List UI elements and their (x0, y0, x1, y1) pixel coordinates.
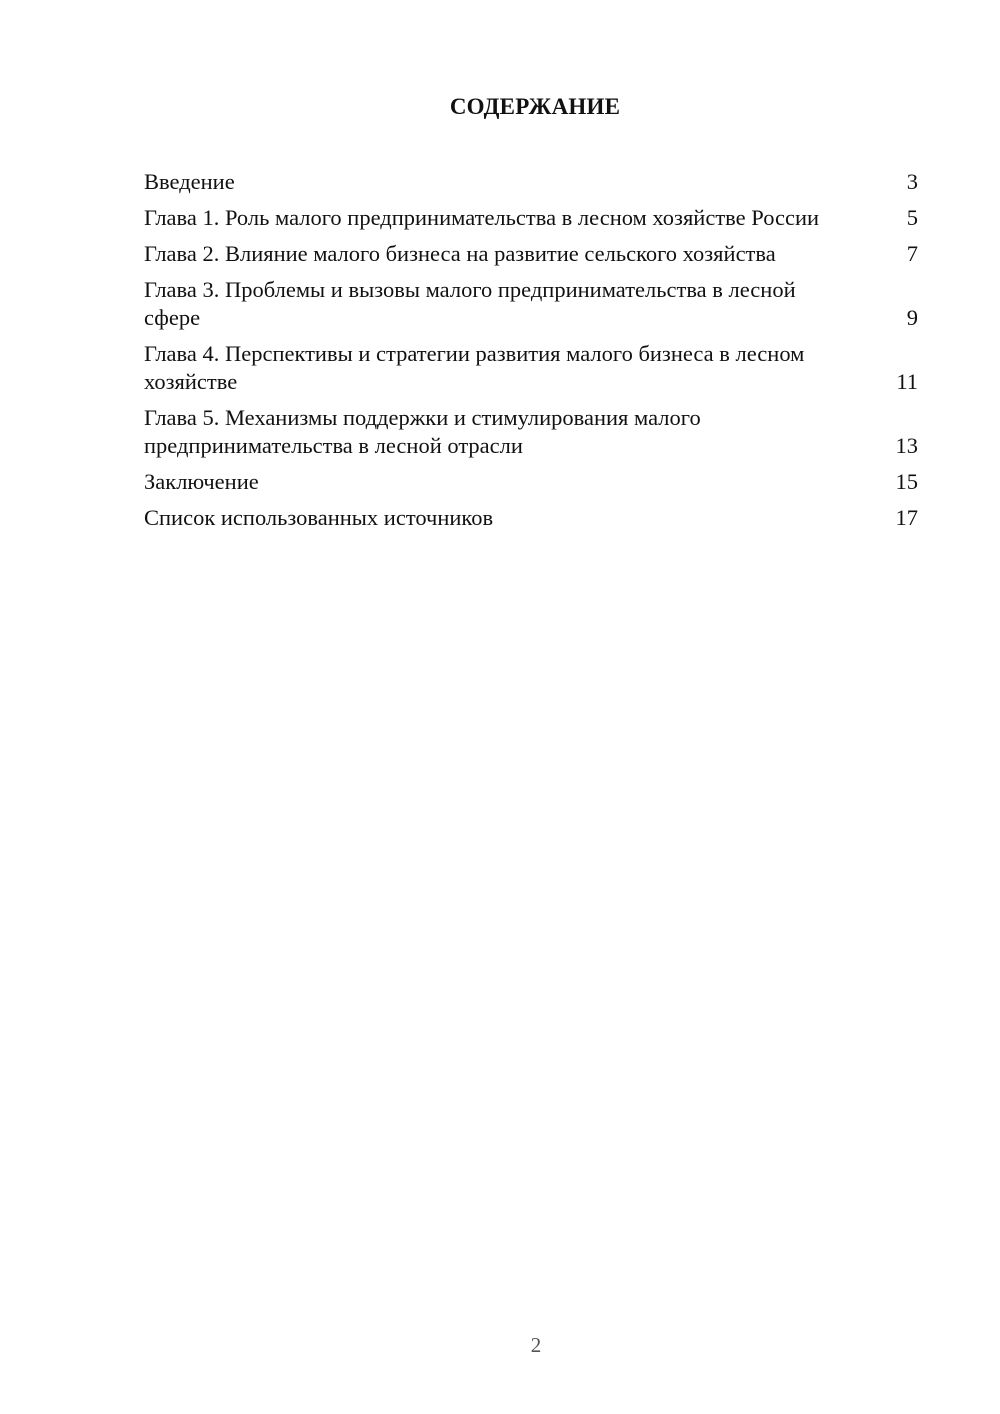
table-of-contents (144, 168, 918, 540)
toc-entry-introduction (144, 168, 918, 196)
toc-entry-text: Список использованных источников (144, 505, 494, 530)
toc-entry-chapter-4 (144, 340, 918, 396)
toc-entry-page: 15 (895, 469, 918, 494)
toc-entry-page: 7 (906, 241, 918, 266)
toc-entry-page: 13 (895, 433, 918, 458)
page-title: СОДЕРЖАНИЕ (449, 94, 621, 119)
toc-entry-chapter-1 (144, 204, 918, 232)
toc-entry-text: Глава 5. Механизмы поддержки и стимулирования малого предпринимательства в лесной отрасли (144, 405, 701, 458)
toc-entry-chapter-5 (144, 404, 918, 460)
toc-entry-text: Глава 2. Влияние малого бизнеса на развитие сельского хозяйства (144, 241, 776, 266)
toc-entry-text: Заключение (144, 469, 259, 494)
toc-entry-references (144, 504, 918, 532)
toc-entry-page: 9 (906, 305, 918, 330)
toc-entry-text: Глава 3. Проблемы и вызовы малого предпринимательства в лесной сфере (144, 277, 796, 330)
toc-entry-chapter-2 (144, 240, 918, 268)
toc-entry-page: 3 (906, 169, 918, 194)
toc-entry-page: 5 (906, 205, 918, 230)
toc-entry-conclusion (144, 468, 918, 496)
page-number: 2 (530, 1333, 542, 1357)
toc-entry-text: Глава 1. Роль малого предпринимательства в лесном хозяйстве России (144, 205, 820, 230)
toc-entry-text: Глава 4. Перспективы и стратегии развития малого бизнеса в лесном хозяйстве (144, 341, 805, 394)
toc-entry-text: Введение (144, 169, 235, 194)
toc-entry-page: 11 (896, 369, 918, 394)
toc-entry-chapter-3 (144, 276, 918, 332)
toc-entry-page: 17 (895, 505, 918, 530)
